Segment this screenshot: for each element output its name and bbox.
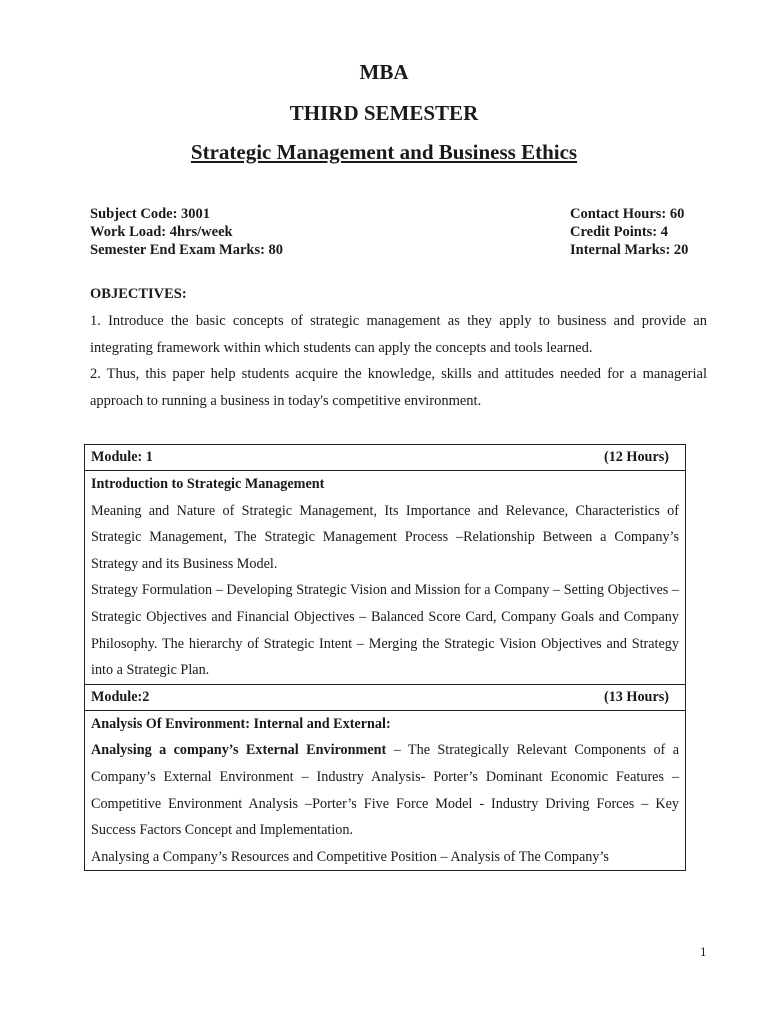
module-2-hours: (13 Hours): [603, 688, 669, 705]
module-1-subheading: Introduction to Strategic Management: [91, 476, 325, 492]
objective-item-1: 1. Introduce the basic concepts of strategic management as they apply to business and provide an integrating framework within which students can apply the concepts and tools learned.: [90, 313, 707, 356]
semester-title: THIRD SEMESTER: [289, 101, 479, 125]
module-2-paragraph-1-text: – The Strategically Relevant Components of a Company’s External Environment – Industry Analysis- Porter’s Dominant Economic Features – Competitive Environment Analysis –Porter’s Five Force Model - Industry Driving Forces – Key Success Factors Concept and Implementation.: [91, 742, 679, 839]
module-2-header-row: [85, 684, 686, 710]
module-2-paragraph-2: Analysing a Company’s Resources and Competitive Position – Analysis of The Company’s: [91, 848, 609, 865]
module-1-paragraph-1: Meaning and Nature of Strategic Management, Its Importance and Relevance, Characteristics of Strategic Management, The Strategic Management Process –Relationship Between a Company’s Strategy and its Business Model.: [91, 502, 679, 572]
course-meta-left: [90, 205, 283, 259]
modules-table: [84, 444, 686, 871]
subject-code: Subject Code: 3001: [90, 206, 211, 222]
course-meta-right: [570, 205, 688, 259]
module-2-subheading: Analysis Of Environment: Internal and External:: [91, 715, 391, 732]
objective-item-2: 2. Thus, this paper help students acquire the knowledge, skills and attitudes needed for a managerial approach to running a business in today's competitive environment.: [90, 366, 707, 409]
module-1-header-row: [85, 445, 686, 471]
module-2-content-row: [85, 710, 686, 871]
module-1-content-row: [85, 471, 686, 685]
objectives-heading: OBJECTIVES:: [90, 286, 187, 302]
internal-marks: Internal Marks: 20: [570, 242, 689, 258]
work-load: Work Load: 4hrs/week: [90, 224, 233, 240]
module-2-paragraph-1-lead: Analysing a company’s External Environment: [91, 742, 387, 759]
module-1-hours: (12 Hours): [603, 449, 669, 465]
module-2-paragraph-1: [91, 737, 679, 843]
exam-marks: Semester End Exam Marks: 80: [90, 242, 284, 258]
credit-points: Credit Points: 4: [570, 224, 669, 240]
program-title: MBA: [359, 60, 409, 84]
page-number: 1: [700, 944, 707, 959]
module-1-paragraph-2: Strategy Formulation – Developing Strategic Vision and Mission for a Company – Setting Objectives – Strategic Objectives and Financial Objectives – Balanced Score Card, Company Goals and Company Philosophy. The hierarchy of Strategic Intent – Merging the Strategic Vision Objectives and Strategy into a Strategic Plan.: [91, 582, 679, 679]
contact-hours: Contact Hours: 60: [570, 206, 685, 222]
module-2-title: Module:2: [91, 688, 150, 705]
course-title: Strategic Management and Business Ethics: [190, 140, 578, 164]
module-1-title: Module: 1: [91, 449, 153, 465]
